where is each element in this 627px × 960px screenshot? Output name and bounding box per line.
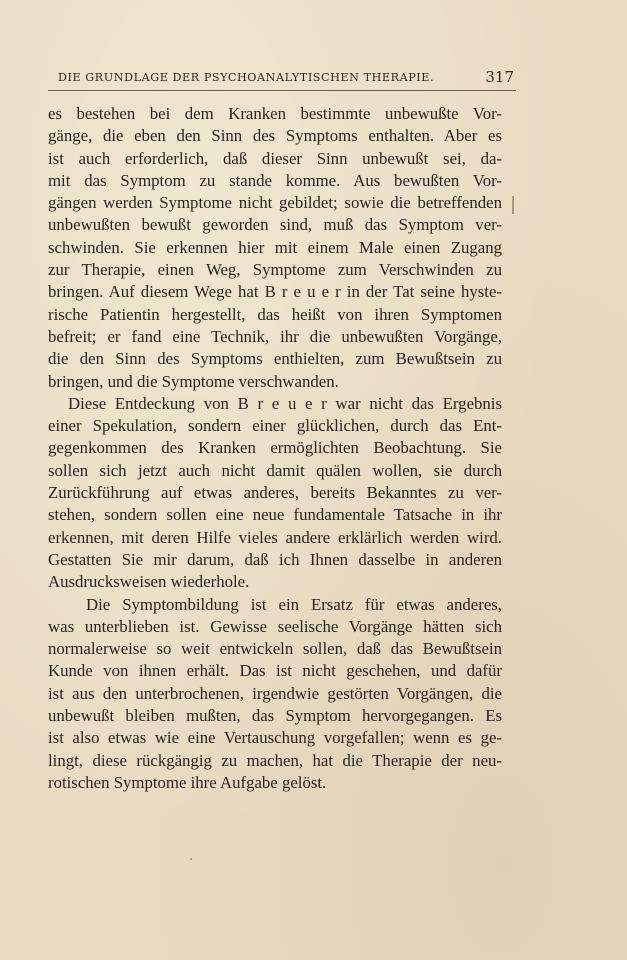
text-line: normalerweise so weit entwickeln sollen, daß das Bewußtsein <box>48 639 502 659</box>
paragraph-2 <box>48 393 502 594</box>
paper-speck <box>190 858 192 860</box>
text-line: Die Symptombildung ist ein Ersatz für etwas anderes, <box>86 594 502 614</box>
text-line: Diese Entdeckung von B r e u e r war nicht das Ergebnis <box>68 393 502 413</box>
text-line: Zurückführung auf etwas anderes, bereits Bekanntes zu ver- <box>48 483 502 503</box>
body-text <box>48 103 502 794</box>
margin-mark <box>512 196 514 214</box>
text-line: die den Sinn des Symptoms enthielten, zum Bewußtsein zu <box>48 349 502 369</box>
text-line: bringen. Auf diesem Wege hat B r e u e r in der Tat seine hyste- <box>48 282 502 302</box>
text-line: zur Therapie, einen Weg, Symptome zum Verschwinden zu <box>48 260 502 280</box>
text-line: rische Patientin hergestellt, das heißt von ihren Symptomen <box>48 304 502 324</box>
text-line: stehen, sondern sollen eine neue fundamentale Tatsache in ihr <box>48 505 502 525</box>
text-line: es bestehen bei dem Kranken bestimmte unbewußte Vor- <box>48 104 502 123</box>
text-line: was unterblieben ist. Gewisse seelische Vorgänge hätten sich <box>48 616 502 636</box>
text-line: Ausdrucksweisen wiederhole. <box>48 572 250 592</box>
text-line: gängen werden Symptome nicht gebildet; sowie die betreffenden <box>48 193 502 213</box>
text-line: schwinden. Sie erkennen hier mit einem Male einen Zugang <box>48 237 502 257</box>
page-number: 317 <box>485 68 514 86</box>
text-line: gänge, die eben den Sinn des Symptoms enthalten. Aber es <box>48 126 502 146</box>
text-line: Kunde von ihnen erhält. Das ist nicht geschehen, und dafür <box>48 661 502 681</box>
running-head <box>48 68 516 91</box>
text-line: erkennen, mit deren Hilfe vieles andere erklärlich werden wird. <box>48 527 502 547</box>
text-line: mit das Symptom zu stande komme. Aus bewußten Vor- <box>48 170 502 190</box>
running-title: DIE GRUNDLAGE DER PSYCHOANALYTISCHEN THERAPIE. <box>58 71 435 84</box>
text-line: bringen, und die Symptome verschwanden. <box>48 371 339 391</box>
text-line: ist aus den unterbrochenen, irgendwie gestörten Vorgängen, die <box>48 683 502 703</box>
paragraph-3 <box>48 594 502 795</box>
paragraph-1 <box>48 103 502 393</box>
text-line: einer Spekulation, sondern einer glücklichen, durch das Ent- <box>48 416 502 436</box>
text-line: unbewußten bewußt geworden sind, muß das Symptom ver- <box>48 215 502 235</box>
text-line: ist also etwas wie eine Vertauschung vorgefallen; wenn es ge- <box>48 728 502 748</box>
text-line: sollen sich jetzt auch nicht damit quälen wollen, sie durch <box>48 460 502 480</box>
text-line: lingt, diese rückgängig zu machen, hat die Therapie der neu- <box>48 750 502 770</box>
text-line: rotischen Symptome ihre Aufgabe gelöst. <box>48 772 327 792</box>
text-line: befreit; er fand eine Technik, ihr die unbewußten Vorgänge, <box>48 326 502 346</box>
text-line: Gestatten Sie mir darum, daß ich Ihnen dasselbe in anderen <box>48 549 502 569</box>
text-line: unbewußt bleiben mußten, das Symptom hervorgegangen. Es <box>48 706 502 726</box>
text-line: gegenkommen des Kranken ermöglichten Beobachtung. Sie <box>48 438 502 458</box>
text-line: ist auch erforderlich, daß dieser Sinn unbewußt sei, da- <box>48 148 502 168</box>
